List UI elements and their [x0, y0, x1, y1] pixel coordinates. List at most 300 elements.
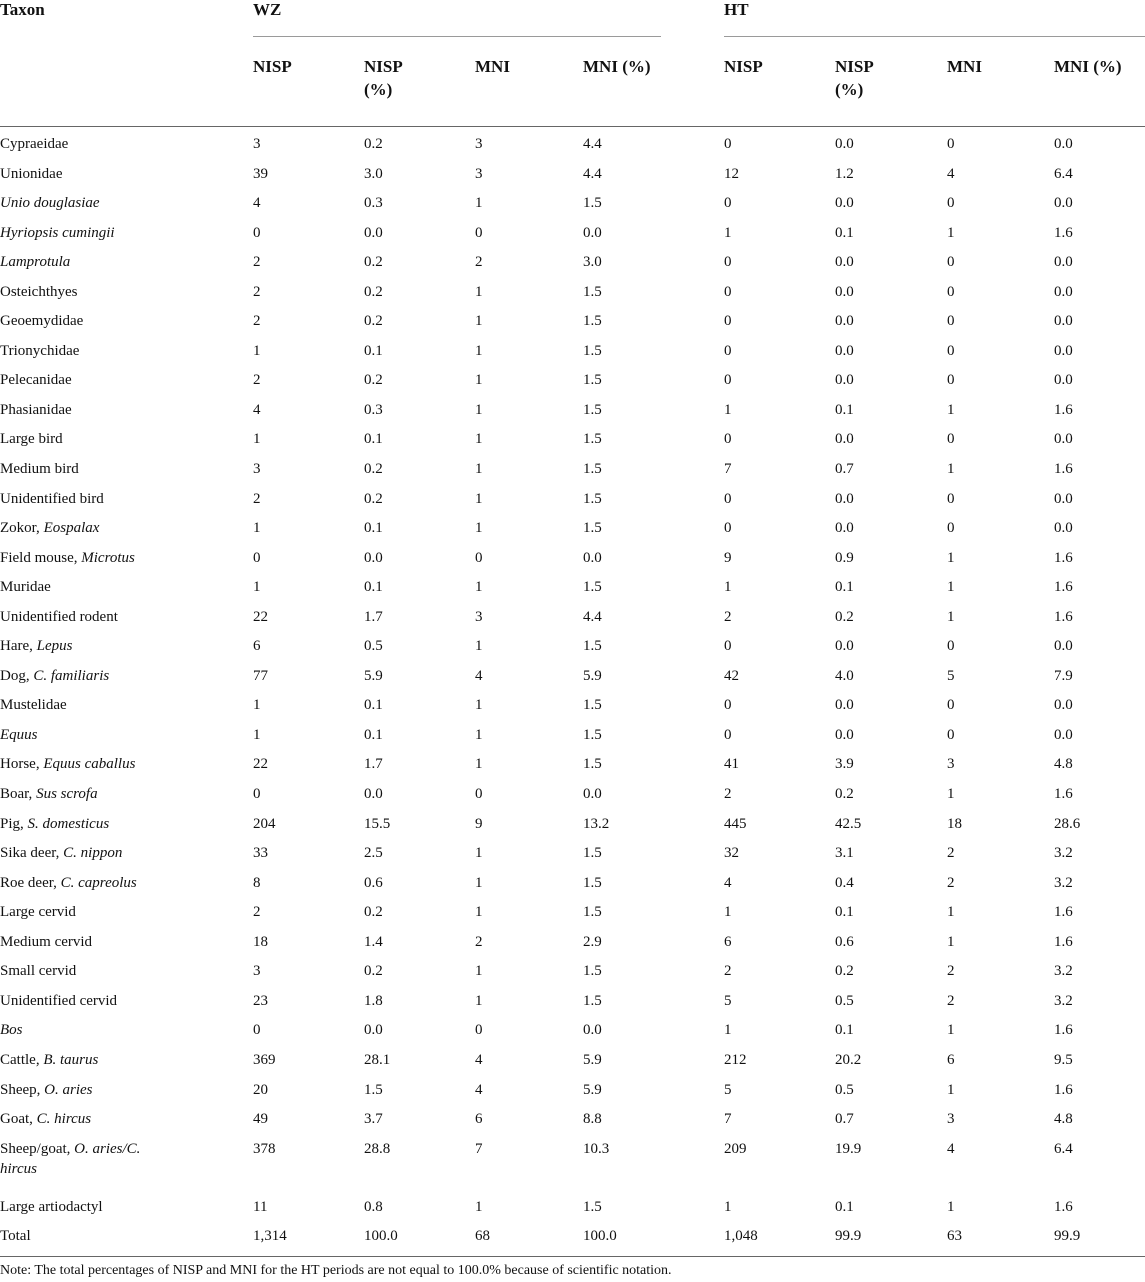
value-cell: 2.5: [364, 845, 383, 862]
value-cell: 2: [947, 963, 955, 980]
value-cell: 0: [947, 697, 955, 714]
value-cell: 0.0: [1054, 490, 1073, 507]
value-cell: 12: [724, 165, 739, 182]
value-cell: 0.0: [1054, 254, 1073, 271]
value-cell: 0.0: [583, 224, 602, 241]
value-cell: 22: [253, 608, 268, 625]
value-cell: 0: [724, 283, 732, 300]
value-cell: 0.0: [835, 372, 854, 389]
value-cell: 1: [724, 224, 732, 241]
value-cell: 0.1: [364, 579, 383, 596]
taxon-cell: [0, 666, 109, 686]
value-cell: 5: [724, 992, 732, 1009]
value-cell: 1.5: [583, 579, 602, 596]
header-col-2: MNI: [475, 57, 510, 76]
value-cell: 0.3: [364, 195, 383, 212]
value-cell: 5.9: [583, 667, 602, 684]
taxon-cell: [0, 1080, 93, 1100]
value-cell: 49: [253, 1111, 268, 1128]
value-cell: 1.5: [583, 963, 602, 980]
value-cell: 0: [947, 313, 955, 330]
value-cell: 0: [947, 254, 955, 271]
taxon-text: Bos: [0, 1022, 23, 1039]
taxon-cell: [0, 459, 79, 479]
bottom-rule: [0, 1256, 1145, 1257]
value-cell: 0.1: [364, 342, 383, 359]
table-note: Note: The total percentages of NISP and MNI for the HT periods are not equal to 100.0% because of scientific notation.: [0, 1263, 672, 1278]
value-cell: 0.2: [364, 904, 383, 921]
value-cell: 1.5: [583, 431, 602, 448]
value-cell: 0.0: [835, 136, 854, 152]
value-cell: 0: [724, 372, 732, 389]
taxon-text: O. aries/C. hircus: [0, 1140, 141, 1177]
value-cell: 7.9: [1054, 667, 1073, 684]
value-cell: 0.0: [583, 786, 602, 803]
value-cell: 1: [475, 431, 483, 448]
value-cell: 0: [724, 254, 732, 271]
value-cell: 23: [253, 992, 268, 1009]
value-cell: 6.4: [1054, 1140, 1073, 1157]
value-cell: 28.6: [1054, 815, 1081, 832]
value-cell: 3: [947, 756, 955, 773]
table-row: [0, 865, 1145, 895]
value-cell: 0: [947, 638, 955, 655]
value-cell: 0.0: [1054, 638, 1073, 655]
value-cell: 0.5: [364, 638, 383, 655]
value-cell: 15.5: [364, 815, 391, 832]
value-cell: 0.1: [835, 401, 854, 418]
value-cell: 0.1: [364, 431, 383, 448]
value-cell: 28.8: [364, 1140, 391, 1157]
header-col-3: MNI (%): [583, 57, 651, 76]
value-cell: 0.3: [364, 401, 383, 418]
value-cell: 1.5: [583, 726, 602, 743]
value-cell: 0.0: [835, 726, 854, 743]
value-cell: 2.9: [583, 933, 602, 950]
table-row: [0, 1042, 1145, 1072]
taxon-cell: [0, 843, 122, 863]
value-cell: 0: [724, 313, 732, 330]
value-cell: 1.7: [364, 608, 383, 625]
taxon-text: Lepus: [36, 638, 73, 655]
value-cell: 1.5: [583, 992, 602, 1009]
taxon-text: Mustelidae: [0, 697, 67, 714]
taxon-text: Sheep,: [0, 1081, 45, 1098]
value-cell: 0: [253, 224, 261, 241]
value-cell: 1: [253, 431, 261, 448]
value-cell: 1: [475, 963, 483, 980]
value-cell: 0.0: [835, 342, 854, 359]
taxon-cell: [0, 370, 72, 390]
table-row: [0, 953, 1145, 983]
value-cell: 18: [947, 815, 962, 832]
value-cell: 1: [475, 726, 483, 743]
taxon-cell: [0, 400, 72, 420]
taxon-cell: [0, 932, 92, 952]
value-cell: 42.5: [835, 815, 862, 832]
value-cell: 0.6: [835, 933, 854, 950]
value-cell: 212: [724, 1051, 747, 1068]
value-cell: 2: [475, 933, 483, 950]
value-cell: 1: [947, 549, 955, 566]
header-col-5: NISP (%): [835, 57, 873, 99]
value-cell: 3: [253, 461, 261, 478]
value-cell: 1: [947, 608, 955, 625]
value-cell: 2: [724, 963, 732, 980]
value-cell: 5: [947, 667, 955, 684]
value-cell: 0: [947, 136, 955, 152]
value-cell: 1: [253, 520, 261, 537]
table-row: [0, 1131, 1145, 1189]
value-cell: 1: [475, 904, 483, 921]
table-row: [0, 658, 1145, 688]
table-row: [0, 156, 1145, 186]
taxon-text: Microtus: [81, 549, 135, 566]
header-group-wz: WZ: [253, 0, 282, 19]
value-cell: 1.5: [583, 195, 602, 212]
table-row: [0, 835, 1145, 865]
table-row: [0, 1101, 1145, 1131]
taxon-text: Muridae: [0, 579, 51, 596]
value-cell: 2: [253, 283, 261, 300]
taxon-text: Trionychidae: [0, 342, 80, 359]
value-cell: 1: [947, 786, 955, 803]
value-cell: 0: [475, 786, 483, 803]
table-row: [0, 687, 1145, 717]
value-cell: 1: [475, 756, 483, 773]
value-cell: 0.0: [1054, 372, 1073, 389]
taxon-cell: [0, 1226, 31, 1246]
taxon-cell: [0, 784, 98, 804]
value-cell: 1: [253, 726, 261, 743]
taxon-text: Unionidae: [0, 165, 63, 182]
taxon-text: Small cervid: [0, 963, 77, 980]
taxon-cell: [0, 636, 73, 656]
value-cell: 1: [475, 490, 483, 507]
value-cell: 1: [475, 638, 483, 655]
taxon-cell: [0, 754, 135, 774]
value-cell: 41: [724, 756, 739, 773]
taxon-cell: [0, 252, 70, 272]
value-cell: 1: [475, 845, 483, 862]
value-cell: 0: [947, 342, 955, 359]
value-cell: 2: [253, 904, 261, 921]
taxon-cell: [0, 223, 115, 243]
taxon-text: Hyriopsis cumingii: [0, 224, 115, 241]
taxon-text: Boar,: [0, 786, 37, 803]
value-cell: 0.5: [835, 992, 854, 1009]
header-row-groups: [0, 0, 1145, 36]
value-cell: 4: [947, 1140, 955, 1157]
value-cell: 0.2: [364, 283, 383, 300]
taxon-cell: [0, 429, 63, 449]
value-cell: 1: [475, 401, 483, 418]
value-cell: 1.6: [1054, 1198, 1073, 1215]
value-cell: 1,048: [724, 1228, 758, 1245]
value-cell: 0: [724, 697, 732, 714]
taxon-cell: [0, 518, 99, 538]
value-cell: 3: [253, 136, 261, 152]
taxon-text: Equus caballus: [43, 756, 136, 773]
value-cell: 1.5: [583, 490, 602, 507]
value-cell: 0.0: [1054, 726, 1073, 743]
value-cell: 3.1: [835, 845, 854, 862]
table-row: [0, 185, 1145, 215]
value-cell: 0.2: [835, 786, 854, 803]
value-cell: 0.0: [835, 490, 854, 507]
value-cell: 68: [475, 1228, 490, 1245]
value-cell: 1: [475, 313, 483, 330]
taxon-cell: [0, 902, 76, 922]
taxon-cell: [0, 607, 118, 627]
taxon-text: Sus scrofa: [36, 786, 98, 803]
value-cell: 39: [253, 165, 268, 182]
taxon-text: C. nippon: [63, 845, 123, 862]
value-cell: 7: [724, 1111, 732, 1128]
value-cell: 0.0: [1054, 313, 1073, 330]
value-cell: 1.5: [583, 461, 602, 478]
taxon-cell: [0, 548, 135, 568]
table-row: [0, 1012, 1145, 1042]
value-cell: 13.2: [583, 815, 610, 832]
taxon-text: C. familiaris: [33, 667, 110, 684]
value-cell: 1: [253, 342, 261, 359]
value-cell: 1: [947, 461, 955, 478]
value-cell: 1.5: [583, 638, 602, 655]
table-row: [0, 1189, 1145, 1219]
taxon-text: Field mouse,: [0, 549, 82, 566]
header-col-7: MNI (%): [1054, 57, 1122, 76]
value-cell: 0.0: [1054, 342, 1073, 359]
value-cell: 0.0: [1054, 283, 1073, 300]
value-cell: 4: [475, 667, 483, 684]
value-cell: 0.1: [364, 520, 383, 537]
value-cell: 0: [475, 549, 483, 566]
value-cell: 2: [253, 313, 261, 330]
value-cell: 1.5: [583, 283, 602, 300]
value-cell: 0.0: [1054, 195, 1073, 212]
value-cell: 5.9: [364, 667, 383, 684]
value-cell: 209: [724, 1140, 747, 1157]
value-cell: 99.9: [1054, 1228, 1081, 1245]
value-cell: 4: [724, 874, 732, 891]
value-cell: 0.0: [364, 786, 383, 803]
taxon-cell: [0, 489, 104, 509]
value-cell: 1: [947, 933, 955, 950]
value-cell: 1.5: [583, 342, 602, 359]
value-cell: 4: [947, 165, 955, 182]
table-body: [0, 126, 1145, 1248]
value-cell: 0.2: [364, 461, 383, 478]
value-cell: 2: [475, 254, 483, 271]
table-row: [0, 362, 1145, 392]
value-cell: 1: [947, 224, 955, 241]
value-cell: 1: [475, 579, 483, 596]
taxon-text: Hare,: [0, 638, 37, 655]
value-cell: 0.4: [835, 874, 854, 891]
table-row: [0, 274, 1145, 304]
value-cell: 0.0: [583, 549, 602, 566]
value-cell: 0.0: [583, 1022, 602, 1039]
value-cell: 1: [724, 1198, 732, 1215]
value-cell: 100.0: [364, 1228, 398, 1245]
header-rule: [0, 126, 1145, 127]
value-cell: 0: [724, 520, 732, 537]
value-cell: 0.1: [835, 904, 854, 921]
taxon-text: Unidentified cervid: [0, 992, 118, 1009]
value-cell: 0.1: [835, 579, 854, 596]
value-cell: 1: [475, 697, 483, 714]
value-cell: 6: [724, 933, 732, 950]
value-cell: 1.6: [1054, 1022, 1073, 1039]
taxon-text: Osteichthyes: [0, 283, 78, 300]
value-cell: 369: [253, 1051, 276, 1068]
value-cell: 4.4: [583, 136, 602, 152]
value-cell: 4.8: [1054, 756, 1073, 773]
value-cell: 204: [253, 815, 276, 832]
taxon-text: Goat,: [0, 1111, 37, 1128]
value-cell: 1.5: [583, 874, 602, 891]
value-cell: 1.5: [583, 697, 602, 714]
taxon-cell: [0, 1197, 103, 1217]
value-cell: 9.5: [1054, 1051, 1073, 1068]
value-cell: 19.9: [835, 1140, 862, 1157]
value-cell: 1.5: [583, 401, 602, 418]
table-row: [0, 983, 1145, 1013]
value-cell: 0: [724, 726, 732, 743]
table-row: [0, 628, 1145, 658]
taxon-text: Equus: [0, 726, 38, 743]
value-cell: 5.9: [583, 1081, 602, 1098]
taxon-cell: [0, 961, 76, 981]
table-row: [0, 569, 1145, 599]
value-cell: 0.1: [835, 1022, 854, 1039]
value-cell: 1: [475, 342, 483, 359]
taxon-text: Geoemydidae: [0, 313, 84, 330]
header-col-6: MNI: [947, 57, 982, 76]
table-row: [0, 894, 1145, 924]
value-cell: 4: [253, 195, 261, 212]
value-cell: 0.2: [364, 490, 383, 507]
value-cell: 0.0: [835, 697, 854, 714]
table-row: [0, 746, 1145, 776]
value-cell: 378: [253, 1140, 276, 1157]
value-cell: 1: [947, 1198, 955, 1215]
value-cell: 1.6: [1054, 608, 1073, 625]
value-cell: 0.7: [835, 1111, 854, 1128]
taxon-text: Unidentified bird: [0, 490, 104, 507]
value-cell: 1: [475, 195, 483, 212]
value-cell: 7: [724, 461, 732, 478]
value-cell: 0.1: [835, 224, 854, 241]
value-cell: 0: [724, 136, 732, 152]
value-cell: 6.4: [1054, 165, 1073, 182]
value-cell: 0: [253, 1022, 261, 1039]
table-row: [0, 776, 1145, 806]
value-cell: 0.0: [364, 224, 383, 241]
value-cell: 1: [475, 992, 483, 1009]
value-cell: 1.2: [835, 165, 854, 182]
value-cell: 0.7: [835, 461, 854, 478]
value-cell: 0.1: [835, 1198, 854, 1215]
value-cell: 1: [947, 904, 955, 921]
value-cell: 1.7: [364, 756, 383, 773]
value-cell: 0: [947, 283, 955, 300]
value-cell: 3.0: [583, 254, 602, 271]
value-cell: 1.6: [1054, 549, 1073, 566]
table-row: [0, 481, 1145, 511]
value-cell: 4.4: [583, 608, 602, 625]
value-cell: 0.0: [1054, 136, 1073, 152]
value-cell: 5: [724, 1081, 732, 1098]
taxon-cell: [0, 577, 51, 597]
table-row: [0, 599, 1145, 629]
value-cell: 20: [253, 1081, 268, 1098]
taxon-text: Large artiodactyl: [0, 1198, 103, 1215]
value-cell: 0.0: [364, 1022, 383, 1039]
value-cell: 11: [253, 1198, 268, 1215]
value-cell: 0.0: [1054, 520, 1073, 537]
value-cell: 20.2: [835, 1051, 862, 1068]
value-cell: 1.6: [1054, 904, 1073, 921]
value-cell: 42: [724, 667, 739, 684]
value-cell: 2: [724, 608, 732, 625]
value-cell: 0: [947, 195, 955, 212]
value-cell: 4: [253, 401, 261, 418]
value-cell: 1: [724, 401, 732, 418]
value-cell: 4: [475, 1051, 483, 1068]
taxon-text: C. capreolus: [60, 874, 137, 891]
taxon-cell: [0, 873, 137, 893]
taxon-cell: [0, 311, 83, 331]
value-cell: 1: [475, 461, 483, 478]
value-cell: 1.6: [1054, 579, 1073, 596]
value-cell: 3: [253, 963, 261, 980]
value-cell: 1: [947, 579, 955, 596]
value-cell: 8.8: [583, 1111, 602, 1128]
table-row: [0, 806, 1145, 836]
value-cell: 7: [475, 1140, 483, 1157]
value-cell: 3.7: [364, 1111, 383, 1128]
value-cell: 3.2: [1054, 845, 1073, 862]
value-cell: 0.0: [835, 520, 854, 537]
value-cell: 0.6: [364, 874, 383, 891]
value-cell: 4: [475, 1081, 483, 1098]
taxon-text: Sheep/goat,: [0, 1140, 75, 1157]
value-cell: 0: [724, 195, 732, 212]
value-cell: 1.6: [1054, 1081, 1073, 1098]
value-cell: 1.6: [1054, 224, 1073, 241]
value-cell: 9: [475, 815, 483, 832]
value-cell: 6: [253, 638, 261, 655]
table-row: [0, 421, 1145, 451]
value-cell: 32: [724, 845, 739, 862]
header-col-0: NISP: [253, 57, 292, 76]
table-row: [0, 717, 1145, 747]
taxon-text: Cypraeidae: [0, 136, 69, 152]
taxon-cell: [0, 814, 109, 834]
value-cell: 2: [724, 786, 732, 803]
taxon-text: Roe deer,: [0, 874, 61, 891]
value-cell: 18: [253, 933, 268, 950]
value-cell: 0.0: [364, 549, 383, 566]
value-cell: 1: [724, 1022, 732, 1039]
value-cell: 0.0: [1054, 431, 1073, 448]
value-cell: 9: [724, 549, 732, 566]
value-cell: 0.0: [835, 195, 854, 212]
taxon-cell: [0, 991, 117, 1011]
value-cell: 0: [253, 786, 261, 803]
